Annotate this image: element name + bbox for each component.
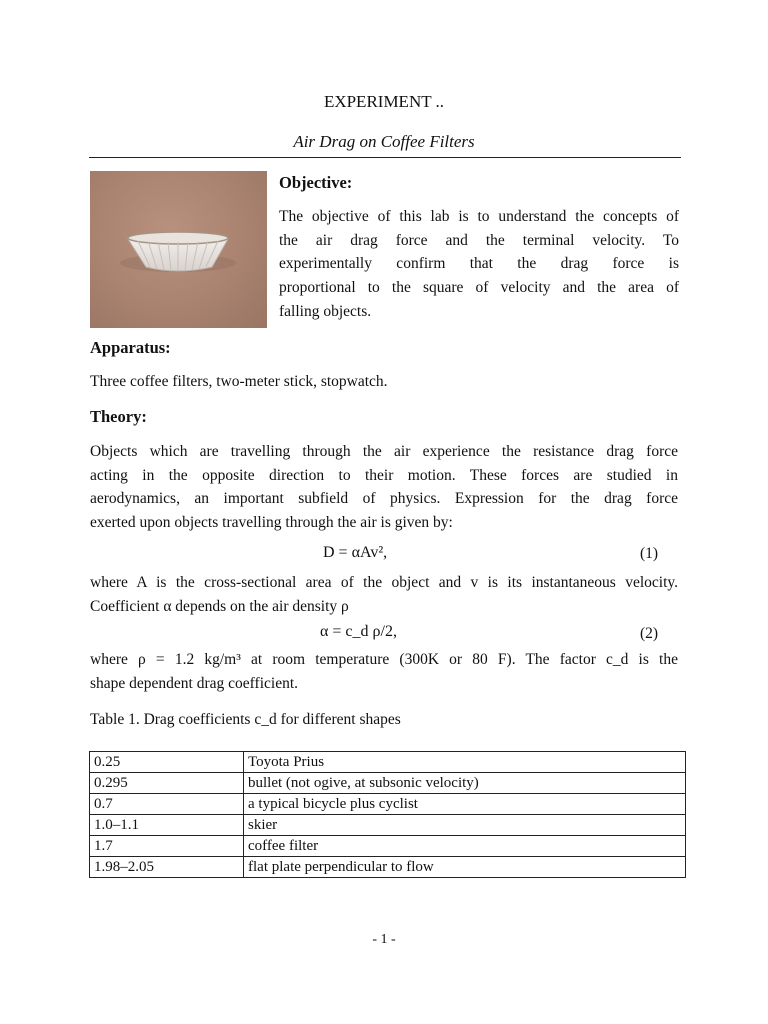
theory-heading: Theory: bbox=[90, 407, 147, 426]
objective-line: falling objects. bbox=[279, 302, 372, 320]
after-eq2-line: where ρ = 1.2 kg/m³ at room temperature (300K or 80 F). The factor c_d is the bbox=[90, 651, 678, 668]
table-row bbox=[90, 794, 686, 815]
table-row bbox=[90, 752, 686, 773]
theory-line: acting in the opposite direction to their motion. These forces are studied in bbox=[90, 466, 678, 484]
objective-line: proportional to the square of velocity and the area of bbox=[279, 279, 679, 297]
objective-heading: Objective: bbox=[279, 173, 353, 192]
shape-cell: flat plate perpendicular to flow bbox=[244, 857, 686, 878]
theory-line: exerted upon objects travelling through the air is given by: bbox=[90, 514, 453, 532]
table-row bbox=[90, 773, 686, 794]
equation-2-number: (2) bbox=[640, 625, 659, 642]
shape-cell: bullet (not ogive, at subsonic velocity) bbox=[244, 773, 686, 794]
after-eq2-line: shape dependent drag coefficient. bbox=[90, 674, 299, 692]
objective-line: The objective of this lab is to understand the concepts of bbox=[279, 208, 679, 225]
theory-paragraph bbox=[90, 440, 678, 535]
after-eq1-paragraph bbox=[90, 571, 678, 618]
drag-coefficient-table bbox=[89, 751, 686, 878]
coefficient-cell: 1.98–2.05 bbox=[90, 857, 244, 878]
coefficient-cell: 0.295 bbox=[90, 773, 244, 794]
theory-line: Objects which are travelling through the air experience the resistance drag force bbox=[90, 443, 678, 460]
experiment-title: EXPERIMENT .. bbox=[323, 92, 445, 111]
table-row bbox=[90, 815, 686, 836]
experiment-subtitle: Air Drag on Coffee Filters bbox=[293, 132, 475, 151]
after-eq1-line: Coefficient α depends on the air density ρ bbox=[90, 597, 349, 615]
objective-paragraph bbox=[279, 205, 679, 323]
equation-2: α = c_d ρ/2, bbox=[320, 623, 397, 640]
coefficient-cell: 0.7 bbox=[90, 794, 244, 815]
coefficient-cell: 1.0–1.1 bbox=[90, 815, 244, 836]
shape-cell: skier bbox=[244, 815, 686, 836]
page-number: - 1 - bbox=[372, 932, 396, 947]
objective-line: the air drag force and the terminal velocity. To bbox=[279, 231, 679, 249]
apparatus-heading: Apparatus: bbox=[90, 338, 171, 357]
table-row bbox=[90, 857, 686, 878]
title-divider bbox=[89, 157, 681, 158]
objective-line: experimentally confirm that the drag force is bbox=[279, 255, 679, 273]
apparatus-line: Three coffee filters, two-meter stick, stopwatch. bbox=[90, 373, 388, 390]
equation-1: D = αAv², bbox=[323, 544, 388, 561]
shape-cell: coffee filter bbox=[244, 836, 686, 857]
after-eq1-line: where A is the cross-sectional area of the object and v is its instantaneous velocity. bbox=[90, 574, 678, 591]
coefficient-cell: 1.7 bbox=[90, 836, 244, 857]
table-caption: Table 1. Drag coefficients c_d for different shapes bbox=[90, 711, 401, 728]
coffee-filter-photo bbox=[90, 171, 267, 328]
coefficient-cell: 0.25 bbox=[90, 752, 244, 773]
shape-cell: Toyota Prius bbox=[244, 752, 686, 773]
equation-1-number: (1) bbox=[640, 545, 659, 562]
theory-line: aerodynamics, an important subfield of physics. Expression for the drag force bbox=[90, 490, 678, 508]
apparatus-text bbox=[90, 370, 680, 394]
table-row bbox=[90, 836, 686, 857]
after-eq2-paragraph bbox=[90, 648, 678, 695]
shape-cell: a typical bicycle plus cyclist bbox=[244, 794, 686, 815]
